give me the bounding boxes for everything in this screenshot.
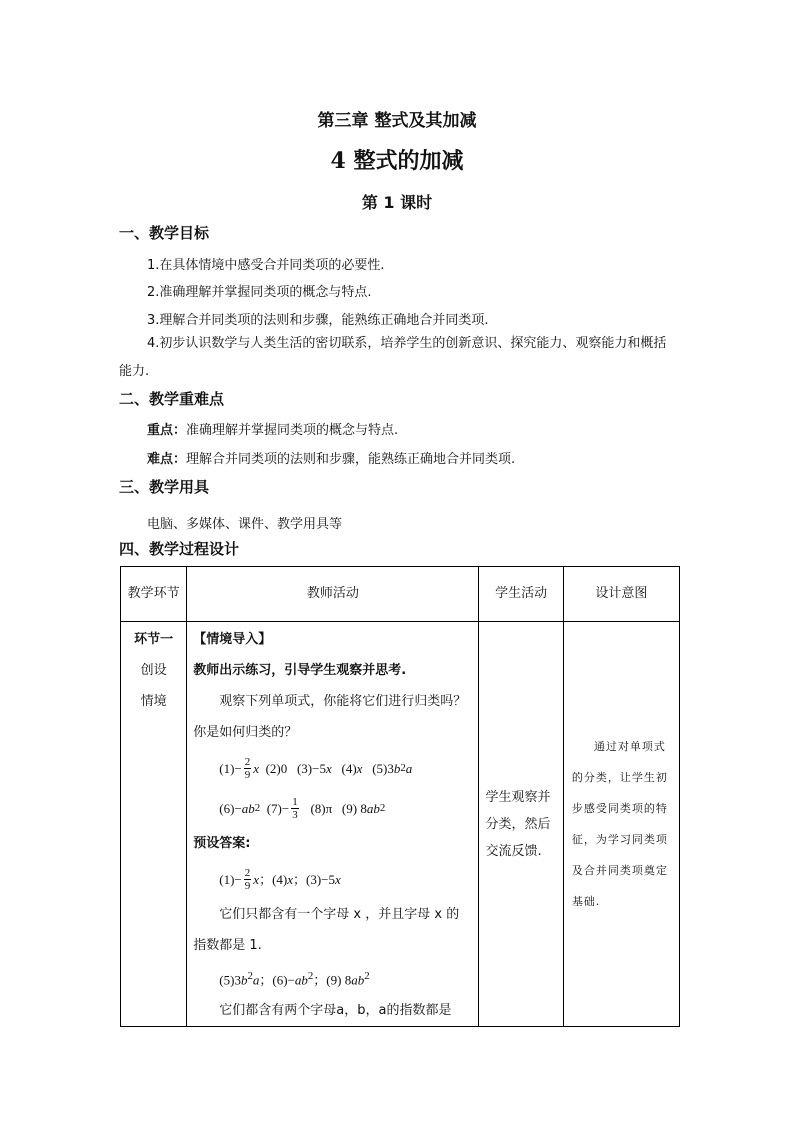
design-intent-cell: 通过对单项式的分类，让学生初步感受同类项的特征，为学习同类项及合并同类项奠定基础.: [563, 622, 679, 1027]
teacher-instruction: 教师出示练习，引导学生观察并思考.: [193, 663, 407, 678]
table-header-row: [121, 567, 680, 622]
column-header-intent: 设计意图: [563, 567, 679, 622]
lesson-subtitle: 第 1 课时: [361, 193, 433, 212]
objectives-heading: 一、教学目标: [119, 224, 210, 242]
fraction: $\frac{1}{3}$: [292, 795, 298, 821]
focus-text: 准确理解并掌握同类项的概念与特点.: [186, 423, 399, 438]
page-title: 4 整式的加减: [330, 148, 464, 174]
stage-cell: [121, 622, 187, 1027]
objective-item: 4.初步认识数学与人类生活的密切联系，培养学生的创新意识、探究能力、观察能力和概括能力.: [119, 336, 667, 379]
answer-label: 预设答案:: [193, 836, 251, 851]
answer-explanation-1: 它们只都含有一个字母 x ，并且字母 x 的指数都是 1.: [193, 907, 460, 953]
answer-explanation-2: 它们都含有两个字母a，b，a的指数都是: [219, 1003, 452, 1019]
table-row: [121, 622, 680, 1027]
tools-text: 电脑、多媒体、课件、教学用具等: [147, 517, 343, 532]
section-title: 【情境导入】: [193, 632, 272, 647]
process-table: [120, 566, 680, 1027]
column-header-student: 学生活动: [479, 567, 563, 622]
difficulty-label: 难点：: [147, 452, 187, 467]
answer-group-1: (1)− $\frac{2}{9}$ x ；(4) x ；(3)−5 x: [219, 866, 341, 892]
process-heading: 四、教学过程设计: [119, 540, 240, 558]
column-header-teacher: 教师活动: [187, 567, 479, 622]
stage-name-line: 创设: [140, 663, 167, 678]
difficulty-point: [147, 448, 515, 467]
objective-item: 1.在具体情境中感受合并同类项的必要性.: [147, 258, 385, 273]
fraction: $\frac{2}{9}$: [244, 866, 251, 892]
stage-name-line: 情境: [140, 694, 167, 709]
student-activity-cell: 学生观察并分类，然后交流反馈.: [479, 622, 563, 1027]
monomial-list-2: (6)− ab 2 (7)− $\frac{1}{3}$ (8)π (9) 8 ab 2: [219, 795, 386, 821]
objective-item: 3.理解合并同类项的法则和步骤，能熟练正确地合并同类项.: [147, 313, 489, 328]
tools-heading: 三、教学用具: [119, 478, 210, 496]
stage-label: 环节一: [134, 632, 174, 647]
column-header-stage: 教学环节: [121, 567, 187, 622]
chapter-title: 第三章 整式及其加减: [317, 111, 477, 131]
focus-label: 重点：: [147, 423, 187, 438]
focus-point: [147, 419, 398, 438]
monomial-list-1: (1)− $\frac{2}{9}$ x (2)0 (3)−5 x (4) x (5)3 b 2 a: [219, 755, 413, 781]
objective-item: 2.准确理解并掌握同类项的概念与特点.: [147, 285, 372, 300]
key-points-heading: 二、教学重难点: [119, 390, 225, 408]
fraction: $\frac{2}{9}$: [244, 755, 251, 781]
teacher-activity-cell: [187, 622, 479, 1027]
answer-group-2: $(5)3b^2a$；$(6)-ab^2$；(9) $8ab^2$: [219, 970, 370, 988]
difficulty-text: 理解合并同类项的法则和步骤，能熟练正确地合并同类项.: [186, 452, 516, 467]
teacher-question: 观察下列单项式，你能将它们进行归类吗？你是如何归类的？: [193, 694, 467, 740]
